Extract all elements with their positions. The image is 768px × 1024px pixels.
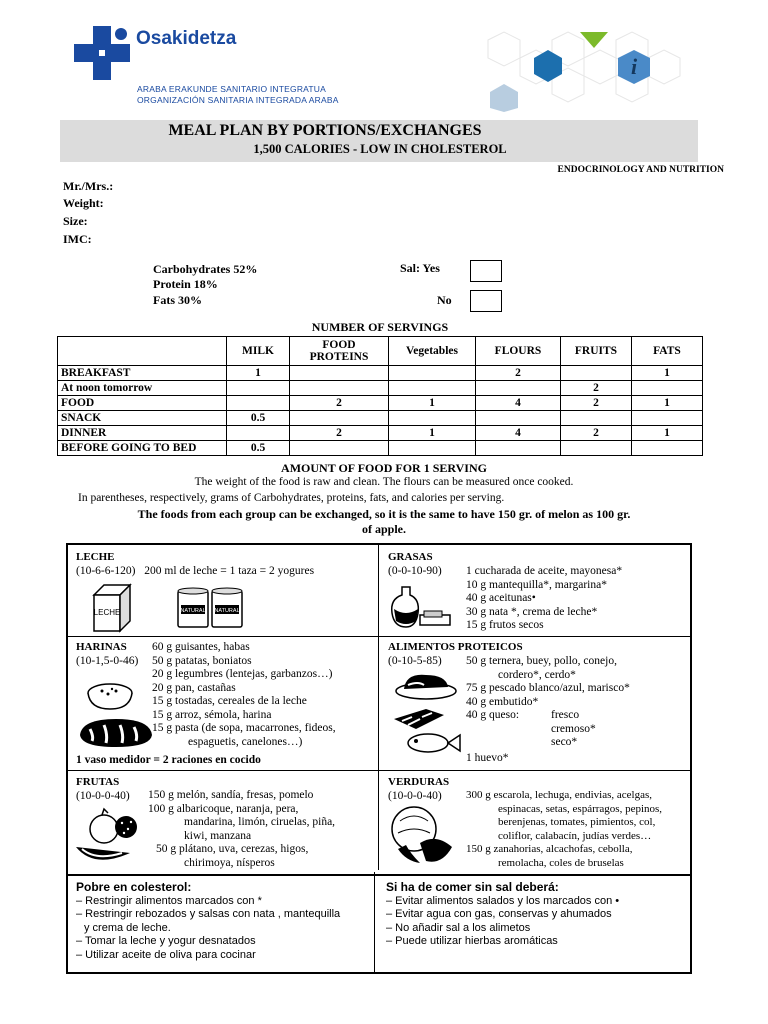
table-row	[58, 366, 703, 381]
frutas-items	[148, 789, 376, 870]
amount-title: AMOUNT OF FOOD FOR 1 SERVING	[281, 461, 487, 475]
carbs-percent: Carbohydrates 52%	[153, 262, 258, 276]
list-item: kiwi, manzana	[184, 829, 252, 842]
table-header-row	[58, 337, 703, 366]
size-label: Size:	[63, 214, 88, 228]
list-item: chirimoya, nísperos	[184, 856, 275, 869]
org-line-1: ARABA ERAKUNDE SANITARIO INTEGRATUA	[137, 84, 326, 94]
name-label: Mr./Mrs.:	[63, 179, 114, 193]
osakidetza-logo-icon	[74, 26, 132, 80]
meal-label: At noon tomorrow	[58, 381, 227, 396]
group-values: (10-6-6-120)	[76, 564, 136, 577]
table-cell: 1	[389, 396, 476, 411]
list-item: cremoso*	[551, 722, 596, 735]
list-item: – No añadir sal a los alimetos	[386, 921, 531, 934]
org-name: Osakidetza	[136, 28, 237, 49]
list-item: 15 g pasta (de sopa, macarrones, fideos,	[152, 722, 336, 734]
list-item: 10 g mantequilla*, margarina*	[466, 578, 607, 591]
yogurt-icon	[176, 587, 246, 631]
list-item: 300 g escarola, lechuga, endivias, acelgas,	[466, 789, 653, 801]
info-icon: i	[630, 54, 638, 79]
table-cell: 2	[561, 396, 632, 411]
table-cell	[290, 381, 389, 396]
list-item: – Evitar alimentos salados y los marcados con •	[386, 894, 620, 907]
group-values: (0-0-10-90)	[388, 564, 442, 577]
carton-label: LECHE	[93, 608, 121, 617]
group-values: (10-1,5-0-46)	[76, 654, 139, 667]
cheese-types	[551, 709, 671, 750]
group-name: FRUTAS	[76, 776, 120, 788]
table-cell	[389, 411, 476, 426]
table-cell: 2	[290, 396, 389, 411]
column-header: FOOD PROTEINS	[290, 337, 389, 366]
list-item: – Evitar agua con gas, conservas y ahumados	[386, 908, 612, 920]
list-item: coliflor, calabacín, judías verdes…	[498, 829, 652, 842]
table-cell	[561, 366, 632, 381]
column-header: Vegetables	[389, 337, 476, 366]
servings-table	[57, 336, 703, 456]
protein-percent: Protein 18%	[153, 277, 218, 291]
list-item: 15 g frutos secos	[466, 619, 544, 631]
list-item: 20 g legumbres (lentejas, garbanzos…)	[152, 668, 333, 680]
table-cell: 2	[561, 426, 632, 441]
table-cell	[632, 441, 703, 456]
group-values: (0-10-5-85)	[388, 654, 442, 667]
table-cell	[227, 426, 290, 441]
list-item: 150 g zanahorias, alcachofas, cebolla,	[466, 843, 633, 855]
table-cell	[290, 366, 389, 381]
group-name: HARINAS	[76, 641, 127, 653]
imc-label: IMC:	[63, 232, 92, 246]
yogurt-label: NATURAL	[180, 608, 206, 614]
list-item: 40 g aceitunas•	[466, 592, 536, 604]
list-item: 40 g embutido*	[466, 695, 539, 708]
table-cell: 1	[389, 426, 476, 441]
list-item: 60 g guisantes, habas	[152, 641, 250, 653]
grid-divider	[374, 872, 375, 972]
list-item: 50 g patatas, boniatos	[152, 654, 252, 667]
table-row	[58, 411, 703, 426]
table-cell	[476, 411, 561, 426]
milk-carton-icon	[90, 583, 134, 633]
list-item: 1 cucharada de aceite, mayonesa*	[466, 565, 623, 577]
table-cell: 0.5	[227, 441, 290, 456]
table-cell: 4	[476, 426, 561, 441]
salt-yes-checkbox[interactable]	[470, 260, 502, 282]
table-cell	[389, 441, 476, 456]
group-desc: 200 ml de leche = 1 taza = 2 yogures	[144, 564, 315, 577]
org-line-2: ORGANIZACIÓN SANITARIA INTEGRADA ARABA	[137, 95, 339, 105]
table-cell: 0.5	[227, 411, 290, 426]
group-name: ALIMENTOS PROTEICOS	[388, 641, 523, 653]
table-cell	[476, 441, 561, 456]
salt-yes-label: Sal: Yes	[400, 261, 440, 275]
meal-label: DINNER	[58, 426, 227, 441]
harinas-footer: 1 vaso medidor = 2 raciones en cocido	[76, 754, 261, 766]
page-subtitle: 1,500 CALORIES - LOW IN CHOLESTEROL	[253, 142, 507, 156]
column-header: FATS	[632, 337, 703, 366]
list-item: – Restringir alimentos marcados con *	[76, 894, 262, 907]
table-cell: 2	[476, 366, 561, 381]
bread-bowl-icon	[76, 679, 156, 751]
list-item: mandarina, limón, ciruelas, piña,	[184, 816, 336, 828]
meal-label: BEFORE GOING TO BED	[58, 441, 227, 456]
list-item: 40 g queso:	[466, 709, 520, 721]
grid-divider	[68, 874, 690, 876]
meal-label: SNACK	[58, 411, 227, 426]
column-header: MILK	[227, 337, 290, 366]
list-item: espinacas, setas, espárragos, pepinos,	[498, 802, 663, 815]
grid-divider	[378, 545, 379, 870]
food-groups-grid	[66, 543, 692, 974]
list-item: fresco	[551, 709, 580, 721]
servings-title: NUMBER OF SERVINGS	[311, 320, 449, 334]
list-item: – Puede utilizar hierbas aromáticas	[386, 935, 558, 947]
table-cell	[561, 411, 632, 426]
list-item: cordero*, cerdo*	[498, 668, 576, 681]
table-cell	[290, 441, 389, 456]
table-cell	[389, 381, 476, 396]
list-item: remolacha, coles de bruselas	[498, 856, 624, 869]
list-item: – Restringir rebozados y salsas con nata , mantequilla	[76, 908, 341, 920]
table-cell	[561, 441, 632, 456]
list-item: 100 g albaricoque, naranja, pera,	[148, 802, 299, 815]
grid-divider	[68, 636, 690, 637]
list-item: 50 g ternera, buey, pollo, conejo,	[466, 655, 617, 667]
salt-no-label: No	[437, 293, 452, 307]
yogurt-label: NATURAL	[214, 608, 240, 614]
cholesterol-advice	[76, 881, 372, 962]
list-item: 15 g tostadas, cereales de la leche	[152, 695, 307, 707]
salt-advice	[386, 881, 686, 949]
hexagon-banner-icon	[368, 30, 698, 112]
fats-percent: Fats 30%	[153, 293, 202, 307]
verduras-items	[466, 789, 690, 870]
grid-divider	[68, 770, 690, 771]
table-cell: 2	[290, 426, 389, 441]
list-item: seco*	[551, 736, 578, 748]
column-header: FLOURS	[476, 337, 561, 366]
harinas-items	[152, 641, 377, 749]
fruit-icon	[74, 807, 148, 869]
list-item: 20 g pan, castañas	[152, 681, 236, 694]
amount-line-4: of apple.	[361, 522, 406, 536]
grasas-items	[466, 565, 688, 633]
list-item: berenjenas, tomates, pimientos, col,	[498, 816, 656, 828]
table-cell	[476, 381, 561, 396]
table-cell	[290, 411, 389, 426]
salt-no-checkbox[interactable]	[470, 290, 502, 312]
amount-line-1: The weight of the food is raw and clean. The flours can be measured once cooked.	[194, 476, 574, 488]
list-item: – Utilizar aceite de oliva para cocinar	[76, 948, 256, 961]
department-label: ENDOCRINOLOGY AND NUTRITION	[557, 165, 724, 175]
column-header: FRUITS	[561, 337, 632, 366]
table-cell: 4	[476, 396, 561, 411]
table-cell: 1	[632, 426, 703, 441]
table-cell	[227, 396, 290, 411]
weight-label: Weight:	[63, 196, 104, 210]
column-header	[58, 337, 227, 366]
chicken-fish-icon	[388, 671, 464, 763]
table-cell: 1	[632, 366, 703, 381]
meal-label: FOOD	[58, 396, 227, 411]
group-values: (10-0-0-40)	[388, 789, 442, 802]
table-cell: 1	[632, 396, 703, 411]
egg-item: 1 huevo*	[466, 752, 509, 764]
advice-title: Si ha de comer sin sal deberá:	[386, 880, 559, 894]
page-title: MEAL PLAN BY PORTIONS/EXCHANGES	[168, 122, 482, 139]
oil-jar-icon	[384, 581, 454, 633]
table-cell	[632, 381, 703, 396]
list-item: y crema de leche.	[84, 921, 171, 934]
list-item: – Tomar la leche y yogur desnatados	[76, 935, 256, 947]
list-item: 150 g melón, sandía, fresas, pomelo	[148, 789, 314, 801]
table-cell: 1	[227, 366, 290, 381]
table-cell: 2	[561, 381, 632, 396]
table-cell	[227, 381, 290, 396]
vegetables-icon	[386, 803, 462, 869]
list-item: 75 g pescado blanco/azul, marisco*	[466, 682, 630, 694]
table-row	[58, 426, 703, 441]
list-item: 15 g arroz, sémola, harina	[152, 708, 272, 721]
group-values: (10-0-0-40)	[76, 789, 130, 802]
table-cell	[632, 411, 703, 426]
leche-group	[76, 551, 376, 578]
group-name: VERDURAS	[388, 776, 450, 788]
table-row	[58, 381, 703, 396]
table-row	[58, 396, 703, 411]
amount-line-2: In parentheses, respectively, grams of Carbohydrates, proteins, fats, and calories per serving.	[78, 492, 505, 504]
group-name: LECHE	[76, 551, 115, 563]
meal-label: BREAKFAST	[58, 366, 227, 381]
table-cell	[389, 366, 476, 381]
table-row	[58, 441, 703, 456]
amount-line-3: The foods from each group can be exchanged, so it is the same to have 150 gr. of melon as 100 gr.	[137, 507, 631, 521]
list-item: 50 g plátano, uva, cerezas, higos,	[156, 843, 309, 855]
advice-title: Pobre en colesterol:	[76, 880, 192, 894]
list-item: espaguetis, canelones…)	[188, 735, 303, 748]
group-name: GRASAS	[388, 551, 433, 563]
list-item: 30 g nata *, crema de leche*	[466, 605, 598, 618]
